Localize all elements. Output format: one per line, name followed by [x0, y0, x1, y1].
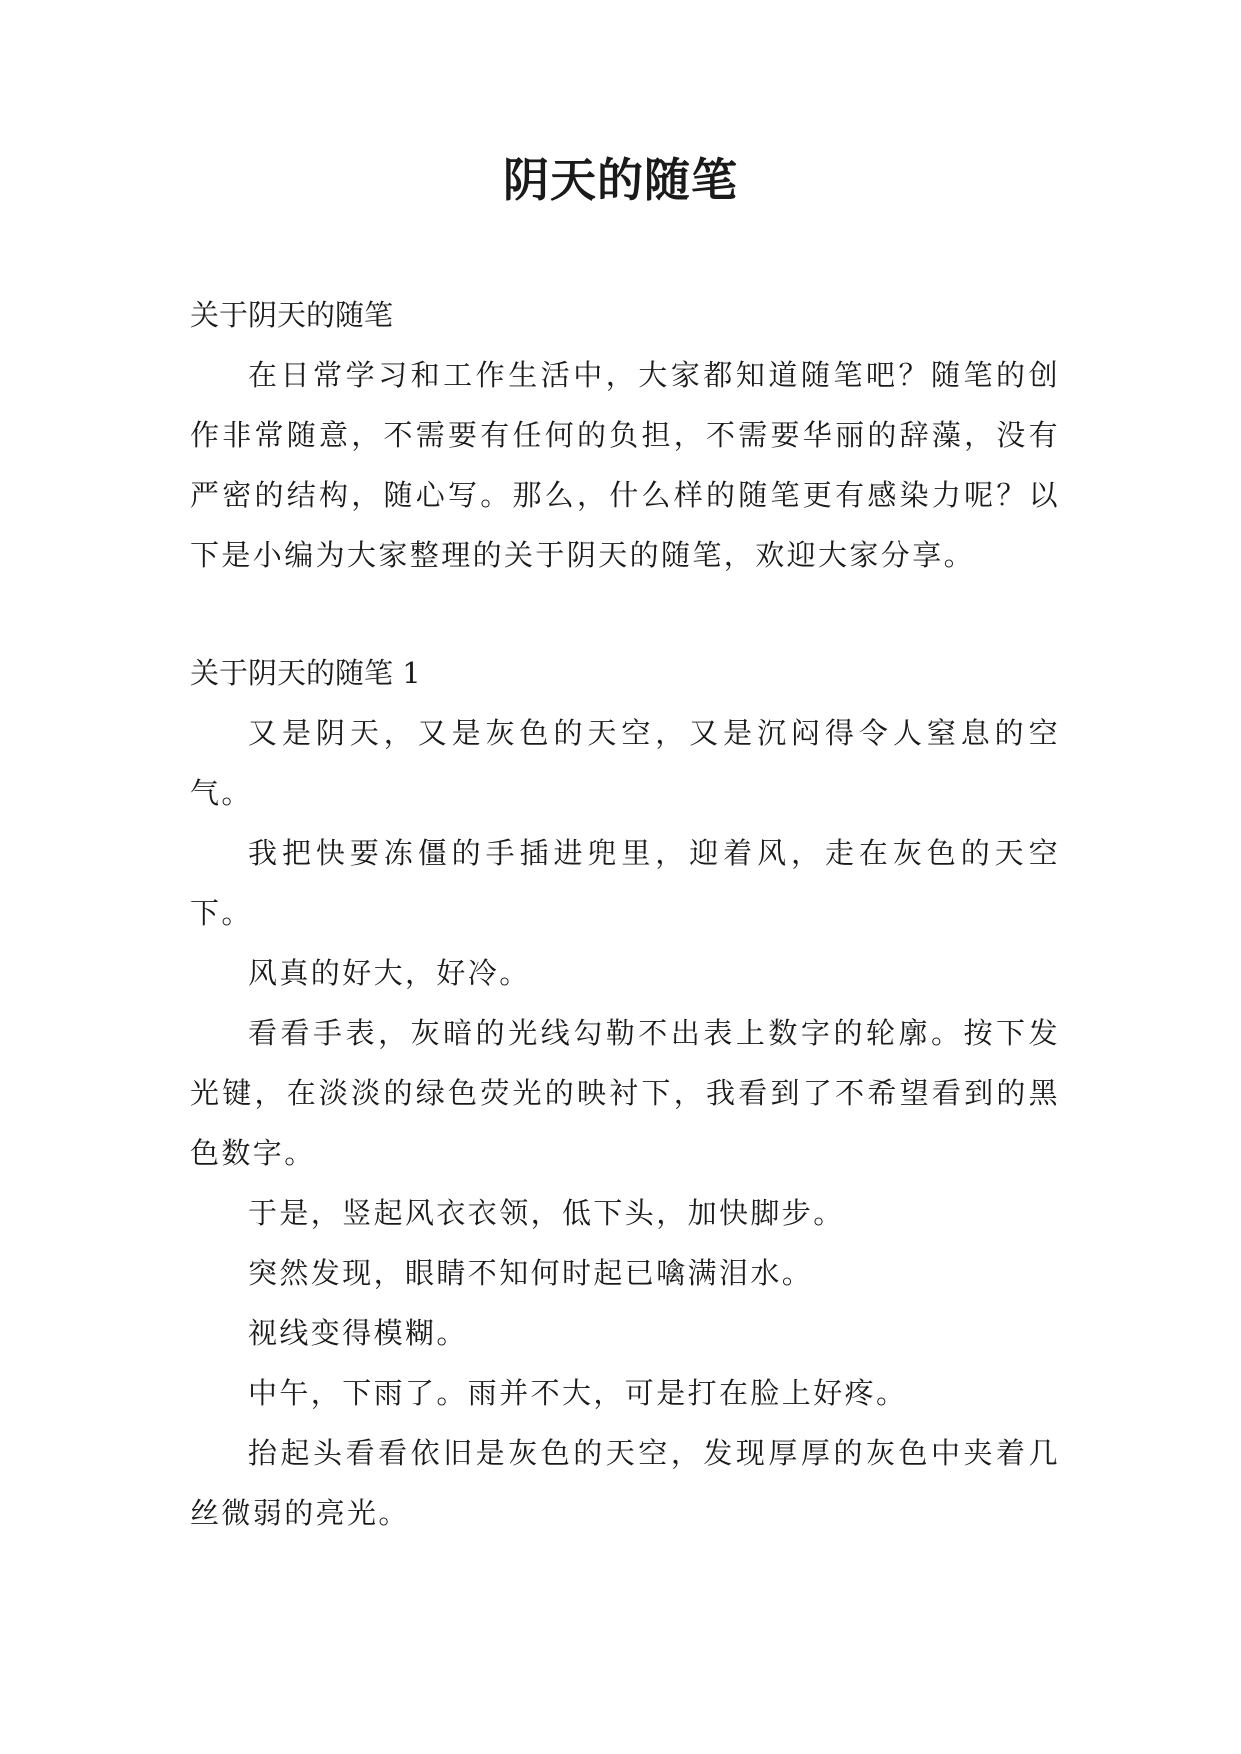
section-1-paragraph: 中午，下雨了。雨并不大，可是打在脸上好疼。: [248, 1376, 908, 1410]
section-1-paragraph: 抬起头看看依旧是灰色的天空，发现厚厚的灰色中夹着几丝微弱的亮光。: [190, 1436, 1060, 1530]
section-1-paragraph: 突然发现，眼睛不知何时起已噙满泪水。: [248, 1256, 814, 1290]
intro-heading: 关于阴天的随笔: [190, 298, 394, 332]
document-title: 阴天的随笔: [503, 153, 738, 207]
section-1-paragraph: 我把快要冻僵的手插进兜里，迎着风，走在灰色的天空下。: [190, 836, 1060, 930]
section-1-paragraph: 又是阴天，又是灰色的天空，又是沉闷得令人窒息的空气。: [190, 716, 1060, 810]
section-1-paragraph: 看看手表，灰暗的光线勾勒不出表上数字的轮廓。按下发光键，在淡淡的绿色荧光的映衬下，我看到了不希望看到的黑色数字。: [190, 1016, 1060, 1170]
section-1-heading: 关于阴天的随笔 1: [190, 656, 421, 690]
document-body: [190, 285, 1060, 1543]
section-1-paragraph: 于是，竖起风衣衣领，低下头，加快脚步。: [248, 1196, 845, 1230]
section-spacer: [190, 585, 1060, 643]
section-1-paragraph: 风真的好大，好冷。: [248, 956, 531, 990]
intro-paragraph: 在日常学习和工作生活中，大家都知道随笔吧？随笔的创作非常随意，不需要有任何的负担，不需要华丽的辞藻，没有严密的结构，随心写。那么，什么样的随笔更有感染力呢？以下是小编为大家整理的关于阴天的随笔，欢迎大家分享。: [190, 358, 1060, 572]
section-1-paragraph: 视线变得模糊。: [248, 1316, 468, 1350]
